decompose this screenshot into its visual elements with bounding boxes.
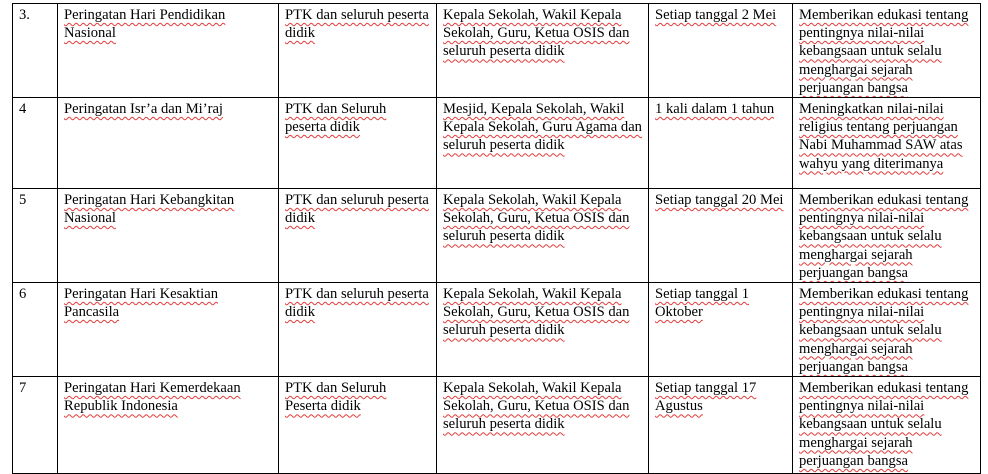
cell-kegiatan <box>58 283 279 377</box>
cell-waktu <box>649 189 793 283</box>
cell-tujuan-text: Memberikan edukasi tentang pentingnya nilai-nilai kebangsaan untuk selalu menghargai sejarah perjuangan bangsa <box>799 380 969 469</box>
cell-kegiatan <box>58 98 279 189</box>
cell-waktu <box>649 283 793 377</box>
cell-penanggung-jawab-text: Kepala Sekolah, Wakil Kepala Sekolah, Guru, Ketua OSIS dan seluruh peserta didik <box>443 286 630 339</box>
cell-tujuan-text: Memberikan edukasi tentang pentingnya nilai-nilai kebangsaan untuk selalu menghargai sejarah perjuangan bangsa <box>799 192 969 281</box>
cell-sasaran <box>279 189 437 283</box>
cell-sasaran <box>279 377 437 474</box>
cell-no: 6 <box>13 283 58 377</box>
cell-waktu-text: Setiap tanggal 1 Oktober <box>655 286 750 321</box>
cell-penanggung-jawab <box>437 98 649 189</box>
cell-kegiatan-text: Peringatan Isr’a dan Mi’raj <box>64 101 223 118</box>
cell-penanggung-jawab <box>437 4 649 98</box>
cell-tujuan-text: Meningkatkan nilai-nilai religius tentang perjuangan Nabi Muhammad SAW atas wahyu yang diterimanya <box>799 101 963 172</box>
cell-penanggung-jawab <box>437 283 649 377</box>
cell-waktu <box>649 4 793 98</box>
cell-sasaran-text: PTK dan seluruh peserta didik <box>285 192 429 227</box>
cell-kegiatan-text: Peringatan Hari Kebangkitan Nasional <box>64 192 235 227</box>
cell-penanggung-jawab-text: Kepala Sekolah, Wakil Kepala Sekolah, Guru, Ketua OSIS dan seluruh peserta didik <box>443 192 630 245</box>
cell-kegiatan-text: Peringatan Hari Pendidikan Nasional <box>64 7 226 42</box>
cell-kegiatan-text: Peringatan Hari Kesaktian Pancasila <box>64 286 218 321</box>
table-row <box>13 189 981 283</box>
cell-penanggung-jawab-text: Kepala Sekolah, Wakil Kepala Sekolah, Guru, Ketua OSIS dan seluruh peserta didik <box>443 7 630 60</box>
table-row <box>13 283 981 377</box>
cell-tujuan-text: Memberikan edukasi tentang pentingnya nilai-nilai kebangsaan untuk selalu menghargai sejarah perjuangan bangsa <box>799 286 969 375</box>
cell-sasaran-text: PTK dan Seluruh Peserta didik <box>285 380 387 415</box>
cell-tujuan <box>793 4 981 98</box>
cell-waktu <box>649 377 793 474</box>
cell-sasaran <box>279 4 437 98</box>
cell-penanggung-jawab <box>437 189 649 283</box>
activity-table <box>12 3 981 474</box>
cell-tujuan <box>793 283 981 377</box>
cell-no: 5 <box>13 189 58 283</box>
cell-kegiatan <box>58 377 279 474</box>
table-row <box>13 98 981 189</box>
cell-tujuan <box>793 377 981 474</box>
cell-tujuan-text: Memberikan edukasi tentang pentingnya nilai-nilai kebangsaan untuk selalu menghargai sejarah perjuangan bangsa <box>799 7 969 96</box>
cell-penanggung-jawab-text: Mesjid, Kepala Sekolah, Wakil Kepala Sekolah, Guru Agama dan seluruh peserta didik <box>443 101 642 154</box>
cell-kegiatan-text: Peringatan Hari Kemerdekaan Republik Indonesia <box>64 380 241 415</box>
table-row <box>13 377 981 474</box>
cell-waktu <box>649 98 793 189</box>
cell-no: 4 <box>13 98 58 189</box>
cell-no: 3. <box>13 4 58 98</box>
cell-waktu-text: Setiap tanggal 20 Mei <box>655 192 784 209</box>
cell-waktu-text: Setiap tanggal 2 Mei <box>655 7 777 23</box>
cell-no: 7 <box>13 377 58 474</box>
cell-waktu-text: 1 kali dalam 1 tahun <box>655 101 775 118</box>
cell-sasaran-text: PTK dan seluruh peserta didik <box>285 286 429 321</box>
cell-tujuan <box>793 98 981 189</box>
cell-sasaran-text: PTK dan seluruh peserta didik <box>285 7 429 42</box>
table-row <box>13 4 981 98</box>
cell-tujuan <box>793 189 981 283</box>
cell-penanggung-jawab <box>437 377 649 474</box>
cell-sasaran <box>279 283 437 377</box>
cell-waktu-text: Setiap tanggal 17 Agustus <box>655 380 757 415</box>
cell-sasaran <box>279 98 437 189</box>
cell-penanggung-jawab-text: Kepala Sekolah, Wakil Kepala Sekolah, Guru, Ketua OSIS dan seluruh peserta didik <box>443 380 630 433</box>
cell-kegiatan <box>58 4 279 98</box>
cell-sasaran-text: PTK dan Seluruh peserta didik <box>285 101 387 136</box>
cell-kegiatan <box>58 189 279 283</box>
